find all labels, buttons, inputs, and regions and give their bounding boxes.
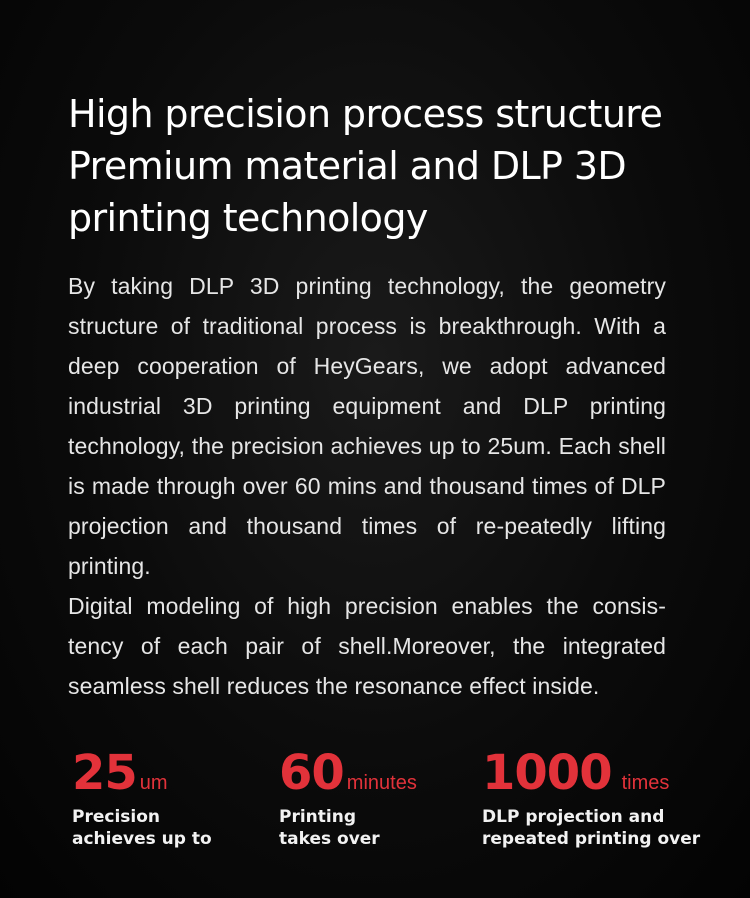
stat-label-line: Precision (72, 807, 161, 827)
stat-figure (279, 742, 417, 804)
heading-line: High precision process structure (68, 92, 663, 136)
stat-unit: minutes (346, 772, 417, 794)
stat-precision (72, 742, 212, 850)
stat-value: 60 (279, 745, 344, 801)
description-text (68, 266, 666, 706)
stat-label-line: takes over (279, 829, 380, 849)
heading-line: Premium material and DLP 3D (68, 144, 627, 188)
heading-line: printing technology (68, 196, 428, 240)
stat-figure (482, 742, 700, 804)
stat-projection-count (482, 742, 700, 850)
stat-label-line: achieves up to (72, 829, 212, 849)
stat-figure (72, 742, 212, 804)
stat-label-line: repeated printing over (482, 829, 701, 849)
stat-label (279, 806, 417, 850)
stat-value: 25 (72, 745, 137, 801)
stat-unit: um (139, 772, 168, 794)
description-paragraph: Digital modeling of high precision enables the consis-tency of each pair of shell.Moreover, the integrated seamless shell reduces the resonance effect inside. (68, 593, 666, 699)
stat-label (482, 806, 700, 850)
stat-label-line: DLP projection and (482, 807, 665, 827)
stat-label-line: Printing (279, 807, 356, 827)
stat-label (72, 806, 212, 850)
section-heading (68, 88, 708, 244)
stats-row (70, 742, 710, 862)
stat-printing-time (279, 742, 417, 850)
stat-unit: times (621, 772, 670, 794)
description-paragraph: By taking DLP 3D printing technology, the geometry structure of traditional process is breakthrough. With a deep cooperation of HeyGears, we adopt advanced industrial 3D printing equipment and DLP printing technology, the precision achieves up to 25um. Each shell is made through over 60 mins and thousand times of DLP projection and thousand times of re-peatedly lifting printing. (68, 273, 666, 579)
stat-value: 1000 (482, 745, 612, 801)
